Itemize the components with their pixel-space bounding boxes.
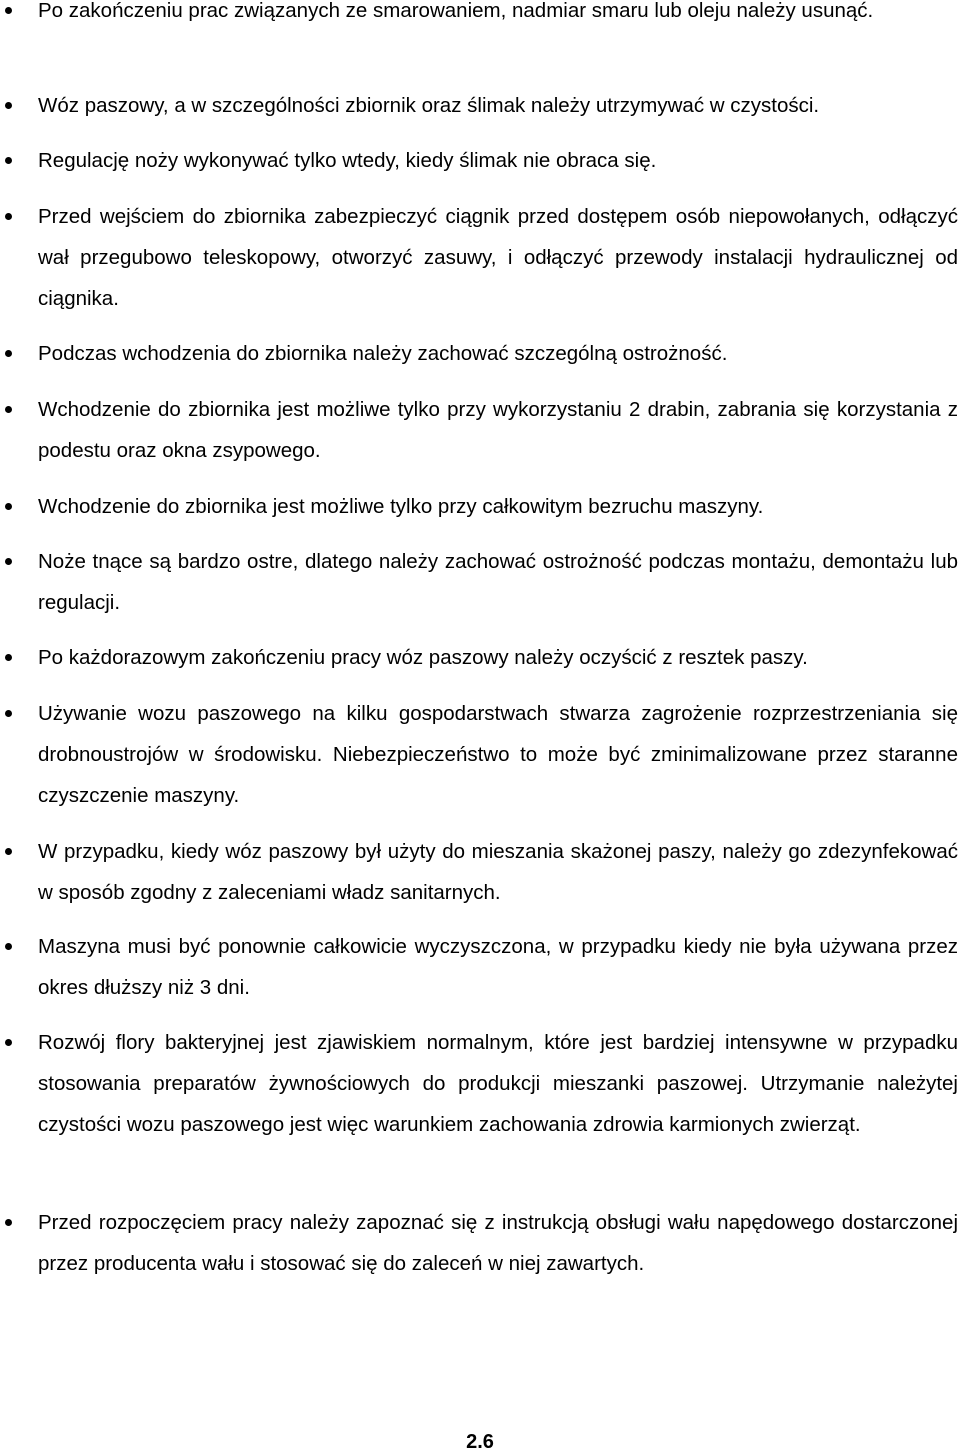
list-item-text: Podczas wchodzenia do zbiornika należy zachować szczególną ostrożność. <box>38 342 728 365</box>
bullet-icon <box>5 406 12 413</box>
list-item-text: Wchodzenie do zbiornika jest możliwe tylko przy całkowitym bezruchu maszyny. <box>38 495 764 518</box>
bullet-icon <box>5 350 12 357</box>
list-item-text: Przed rozpoczęciem pracy należy zapoznać się z instrukcją obsługi wału napędowego dostarczonej przez producenta wału i stosować się do zaleceń w niej zawartych. <box>38 1211 958 1275</box>
bullet-icon <box>5 1219 12 1226</box>
bullet-icon <box>5 558 12 565</box>
bullet-icon <box>5 943 12 950</box>
bullet-icon <box>5 503 12 510</box>
bullet-icon <box>5 1039 12 1046</box>
list-item-text: Rozwój flory bakteryjnej jest zjawiskiem normalnym, które jest bardziej intensywne w przypadku stosowania preparatów żywnościowych do produkcji mieszanki paszowej. Utrzymanie należytej czystości wozu paszowego jest więc warunkiem zachowania zdrowia karmionych zwierząt. <box>38 1031 958 1136</box>
bullet-icon <box>5 157 12 164</box>
bullet-icon <box>5 213 12 220</box>
list-item-text: Przed wejściem do zbiornika zabezpieczyć ciągnik przed dostępem osób niepowołanych, odłączyć wał przegubowo teleskopowy, otworzyć zasuwy, i odłączyć przewody instalacji hydraulicznej od ciągnika. <box>38 205 958 310</box>
list-item-text: Po każdorazowym zakończeniu pracy wóz paszowy należy oczyścić z resztek paszy. <box>38 646 808 669</box>
list-item-text: Noże tnące są bardzo ostre, dlatego należy zachować ostrożność podczas montażu, demontażu lub regulacji. <box>38 550 958 614</box>
list-item-text: Po zakończeniu prac związanych ze smarowaniem, nadmiar smaru lub oleju należy usunąć. <box>38 0 874 22</box>
list-item-text: Wóz paszowy, a w szczególności zbiornik oraz ślimak należy utrzymywać w czystości. <box>38 94 820 117</box>
bullet-icon <box>5 102 12 109</box>
bullet-icon <box>5 7 12 14</box>
list-item-text: W przypadku, kiedy wóz paszowy był użyty do mieszania skażonej paszy, należy go zdezynfekować w sposób zgodny z zaleceniami władz sanitarnych. <box>38 840 958 904</box>
bullet-icon <box>5 654 12 661</box>
list-item-text: Maszyna musi być ponownie całkowicie wyczyszczona, w przypadku kiedy nie była używana przez okres dłuższy niż 3 dni. <box>38 935 958 999</box>
bullet-icon <box>5 710 12 717</box>
bullet-icon <box>5 848 12 855</box>
list-item-text: Używanie wozu paszowego na kilku gospodarstwach stwarza zagrożenie rozprzestrzeniania się drobnoustrojów w środowisku. Niebezpieczeństwo to może być zminimalizowane przez staranne czyszczenie maszyny. <box>38 702 958 807</box>
page-number: 2.6 <box>466 1431 494 1453</box>
list-item-text: Wchodzenie do zbiornika jest możliwe tylko przy wykorzystaniu 2 drabin, zabrania się korzystania z podestu oraz okna zsypowego. <box>38 398 958 462</box>
list-item-text: Regulację noży wykonywać tylko wtedy, kiedy ślimak nie obraca się. <box>38 149 657 172</box>
